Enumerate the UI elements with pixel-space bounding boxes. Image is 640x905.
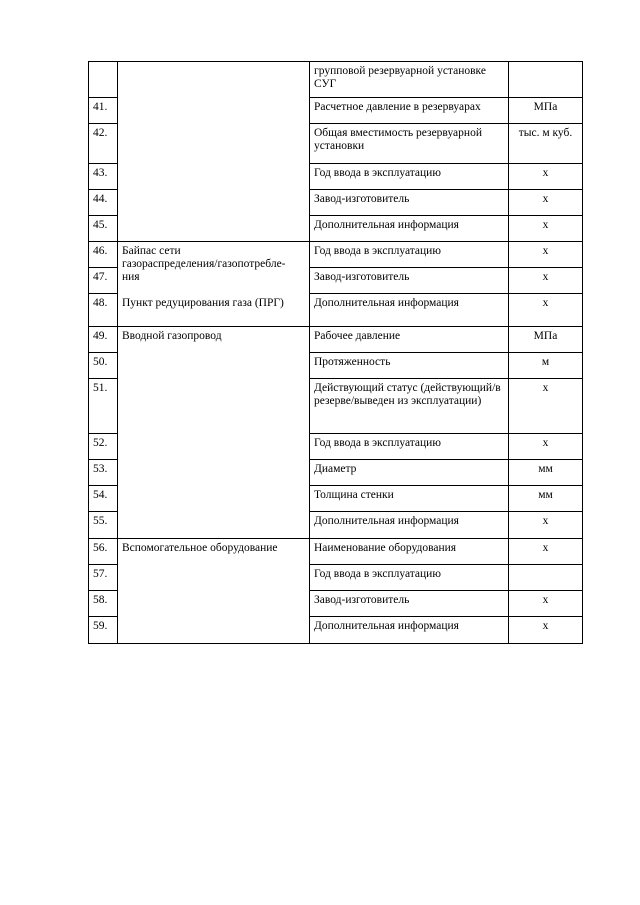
parameter-cell: Год ввода в эксплуатацию xyxy=(310,434,509,460)
row-number: 57. xyxy=(89,565,118,591)
unit-cell: х xyxy=(509,216,583,242)
parameter-cell: Протяженность xyxy=(310,353,509,379)
row-number: 59. xyxy=(89,617,118,644)
unit-cell: х xyxy=(509,512,583,539)
row-number: 49. xyxy=(89,327,118,353)
group-cell-empty xyxy=(118,62,310,242)
parameter-cell: Наименование оборудования xyxy=(310,539,509,565)
row-number: 55. xyxy=(89,512,118,539)
prg-title: Пункт редуцирования газа (ПРГ) xyxy=(122,297,284,309)
parameter-cell: Дополнительная информация xyxy=(310,216,509,242)
unit-cell: х xyxy=(509,591,583,617)
parameter-cell: Год ввода в эксплуатацию xyxy=(310,565,509,591)
unit-cell: мм xyxy=(509,460,583,486)
row-number: 51. xyxy=(89,379,118,434)
unit-cell: м xyxy=(509,353,583,379)
unit-cell: х xyxy=(509,268,583,294)
parameter-cell: Общая вместимость резервуарной установки xyxy=(310,124,509,164)
parameter-cell: Год ввода в эксплуатацию xyxy=(310,164,509,190)
parameter-cell: Дополнительная информация xyxy=(310,617,509,644)
table-row xyxy=(89,62,583,98)
parameter-cell: Рабочее давление xyxy=(310,327,509,353)
unit-cell: МПа xyxy=(509,98,583,124)
row-number xyxy=(89,62,118,98)
parameter-cell: Завод-изготовитель xyxy=(310,268,509,294)
parameter-cell: Завод-изготовитель xyxy=(310,190,509,216)
parameter-cell: Расчетное давление в резервуарах xyxy=(310,98,509,124)
row-number: 54. xyxy=(89,486,118,512)
table-row xyxy=(89,539,583,565)
unit-cell: МПа xyxy=(509,327,583,353)
group-cell-inlet: Вводной газопровод xyxy=(118,327,310,539)
group-cell-bypass xyxy=(118,242,310,327)
unit-cell: х xyxy=(509,164,583,190)
unit-cell: мм xyxy=(509,486,583,512)
parameter-cell: Дополнительная информация xyxy=(310,512,509,539)
group-cell-auxiliary: Вспомогательное оборудование xyxy=(118,539,310,644)
parameter-cell: групповой резервуарной установке СУГ xyxy=(310,62,509,98)
table-row xyxy=(89,242,583,268)
unit-cell: х xyxy=(509,294,583,327)
unit-cell: х xyxy=(509,617,583,644)
unit-cell: х xyxy=(509,190,583,216)
parameter-cell: Дополнительная информация xyxy=(310,294,509,327)
parameter-cell: Диаметр xyxy=(310,460,509,486)
bypass-title-line: газораспределения/газопотребле- xyxy=(122,258,286,270)
parameter-cell: Завод-изготовитель xyxy=(310,591,509,617)
row-number: 46. xyxy=(89,242,118,268)
bypass-title-line: ния xyxy=(122,271,140,283)
row-number: 53. xyxy=(89,460,118,486)
row-number: 47. xyxy=(89,268,118,294)
row-number: 45. xyxy=(89,216,118,242)
row-number: 44. xyxy=(89,190,118,216)
row-number: 52. xyxy=(89,434,118,460)
row-number: 50. xyxy=(89,353,118,379)
bypass-title-line: Байпас сети xyxy=(122,245,181,257)
row-number: 56. xyxy=(89,539,118,565)
row-number: 42. xyxy=(89,124,118,164)
unit-cell: х xyxy=(509,242,583,268)
specification-table xyxy=(88,61,583,644)
unit-cell: х xyxy=(509,379,583,434)
unit-cell: тыс. м куб. xyxy=(509,124,583,164)
row-number: 58. xyxy=(89,591,118,617)
unit-cell xyxy=(509,565,583,591)
parameter-cell: Толщина стенки xyxy=(310,486,509,512)
row-number: 48. xyxy=(89,294,118,327)
parameter-cell: Действующий статус (действующий/в резерве/выведен из эксплуатации) xyxy=(310,379,509,434)
unit-cell xyxy=(509,62,583,98)
table-row xyxy=(89,327,583,353)
unit-cell: х xyxy=(509,434,583,460)
unit-cell: х xyxy=(509,539,583,565)
parameter-cell: Год ввода в эксплуатацию xyxy=(310,242,509,268)
row-number: 41. xyxy=(89,98,118,124)
row-number: 43. xyxy=(89,164,118,190)
